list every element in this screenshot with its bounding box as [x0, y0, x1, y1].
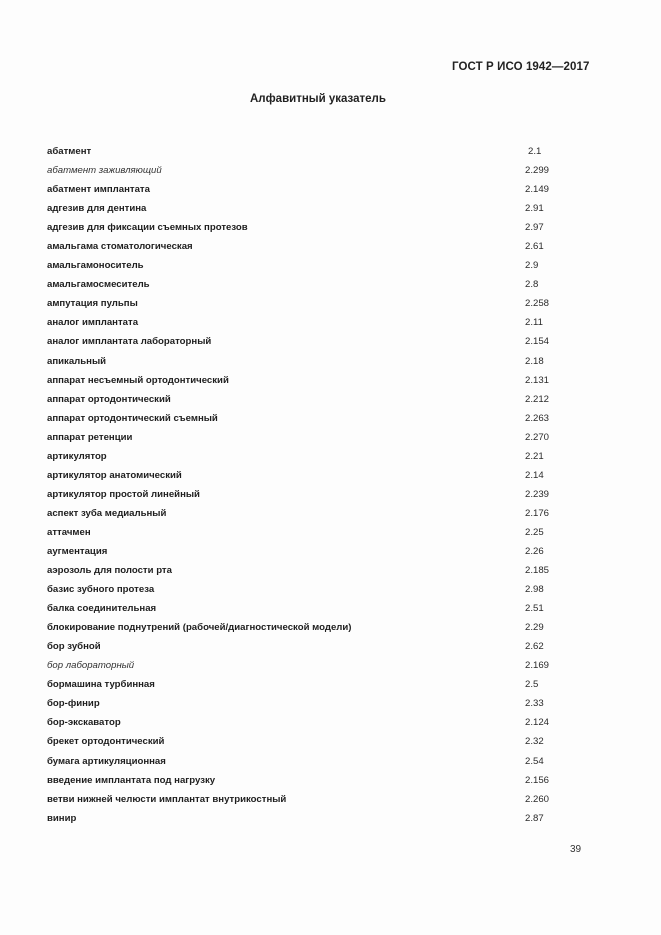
index-reference-number: 2.263 [525, 412, 550, 424]
index-entry [47, 161, 607, 180]
index-entry [47, 752, 607, 771]
index-term: бормашина турбинная [47, 679, 155, 691]
index-term: аппарат ортодонтический съемный [47, 412, 218, 424]
index-entry [47, 713, 607, 732]
index-term: аппарат несъемный ортодонтический [47, 374, 229, 386]
index-term: адгезив для дентина [47, 203, 147, 215]
index-term: бор лабораторный [47, 660, 135, 672]
index-reference-number: 2.124 [525, 717, 550, 729]
index-term: амальгамосмеситель [47, 279, 150, 291]
index-term: абатмент [47, 146, 92, 157]
index-entry [47, 237, 607, 256]
index-term: абатмент имплантата [47, 184, 150, 196]
index-reference-number: 2.9 [525, 260, 539, 272]
index-reference-number: 2.25 [525, 526, 544, 538]
index-entry [47, 523, 607, 542]
index-reference-number: 2.185 [525, 565, 550, 577]
index-reference-number: 2.18 [525, 355, 544, 367]
index-term: бумага артикуляционная [47, 755, 166, 767]
index-reference-number: 2.149 [525, 184, 550, 196]
index-entry [47, 485, 607, 504]
index-reference-number: 2.5 [525, 679, 539, 691]
index-reference-number: 2.62 [525, 641, 544, 653]
index-entry [47, 542, 607, 561]
index-reference-number: 2.299 [525, 165, 550, 177]
index-reference-number: 2.1 [528, 146, 542, 157]
page-number: 39 [570, 844, 582, 855]
index-reference-number: 2.258 [525, 298, 550, 310]
index-entry [47, 275, 607, 294]
index-entry [47, 390, 607, 409]
document-code-header: ГОСТ Р ИСО 1942—2017 [452, 61, 590, 73]
index-term: винир [47, 812, 77, 824]
index-term: бор-финир [47, 698, 100, 710]
index-entry [47, 580, 607, 599]
index-entry [47, 732, 607, 751]
index-entry [47, 313, 607, 332]
index-reference-number: 2.212 [525, 393, 550, 405]
index-reference-number: 2.26 [525, 545, 544, 557]
page-title: Алфавитный указатель [250, 93, 386, 105]
index-reference-number: 2.156 [525, 774, 550, 786]
index-reference-number: 2.176 [525, 507, 550, 519]
index-term: аппарат ортодонтический [47, 393, 171, 405]
index-reference-number: 2.33 [525, 698, 544, 710]
index-entry [47, 656, 607, 675]
index-term: аэрозоль для полости рта [47, 565, 172, 577]
index-entry [47, 199, 607, 218]
index-entry [47, 694, 607, 713]
index-reference-number: 2.21 [525, 450, 544, 462]
index-reference-number: 2.54 [525, 755, 544, 767]
index-term: балка соединительная [47, 603, 157, 615]
index-term: адгезив для фиксации съемных протезов [47, 222, 248, 234]
index-entry [47, 771, 607, 790]
index-term: бор-экскаватор [47, 717, 121, 729]
index-entry [47, 180, 607, 199]
index-entry [47, 561, 607, 580]
index-term: артикулятор [47, 450, 107, 462]
index-reference-number: 2.91 [525, 203, 544, 215]
index-entry [47, 618, 607, 637]
index-reference-number: 2.87 [525, 812, 544, 824]
index-reference-number: 2.131 [525, 374, 550, 386]
index-reference-number: 2.32 [525, 736, 544, 748]
index-reference-number: 2.154 [525, 336, 550, 348]
index-entry [47, 504, 607, 523]
index-entry [47, 371, 607, 390]
index-reference-number: 2.51 [525, 603, 544, 615]
index-term: базис зубного протеза [47, 584, 155, 596]
index-entry [47, 352, 607, 371]
alphabetical-index-list [47, 142, 607, 828]
index-entry [47, 428, 607, 447]
index-term: ветви нижней челюсти имплантат внутрикостный [47, 793, 287, 805]
index-entry [47, 409, 607, 428]
index-term: ампутация пульпы [47, 298, 138, 310]
index-reference-number: 2.239 [525, 488, 550, 500]
index-term: аспект зуба медиальный [47, 507, 167, 519]
index-reference-number: 2.29 [525, 622, 544, 634]
index-entry [47, 466, 607, 485]
index-term: аналог имплантата лабораторный [47, 336, 212, 348]
index-term: апикальный [47, 355, 107, 367]
index-entry [47, 809, 607, 828]
index-reference-number: 2.14 [525, 469, 544, 481]
index-entry [47, 332, 607, 351]
index-reference-number: 2.97 [525, 222, 544, 234]
index-entry [47, 256, 607, 275]
index-reference-number: 2.11 [525, 317, 543, 329]
index-reference-number: 2.270 [525, 431, 550, 443]
index-term: аттачмен [47, 526, 91, 538]
index-entry [47, 142, 607, 161]
index-term: блокирование поднутрений (рабочей/диагностической модели) [47, 622, 352, 634]
index-term: бор зубной [47, 641, 101, 653]
index-entry [47, 599, 607, 618]
index-term: аугментация [47, 545, 108, 557]
index-term: брекет ортодонтический [47, 736, 165, 748]
index-entry [47, 447, 607, 466]
index-reference-number: 2.98 [525, 584, 544, 596]
index-term: артикулятор анатомический [47, 469, 182, 481]
index-term: амальгамоноситель [47, 260, 144, 272]
index-entry [47, 218, 607, 237]
index-reference-number: 2.61 [525, 241, 544, 253]
index-term: амальгама стоматологическая [47, 241, 193, 253]
index-reference-number: 2.260 [525, 793, 550, 805]
index-entry [47, 675, 607, 694]
index-entry [47, 294, 607, 313]
index-reference-number: 2.8 [525, 279, 539, 291]
index-term: абатмент заживляющий [47, 165, 162, 177]
index-term: аппарат ретенции [47, 431, 133, 443]
index-term: артикулятор простой линейный [47, 488, 200, 500]
index-term: аналог имплантата [47, 317, 139, 329]
index-entry [47, 637, 607, 656]
index-term: введение имплантата под нагрузку [47, 774, 216, 786]
index-reference-number: 2.169 [525, 660, 550, 672]
index-entry [47, 790, 607, 809]
